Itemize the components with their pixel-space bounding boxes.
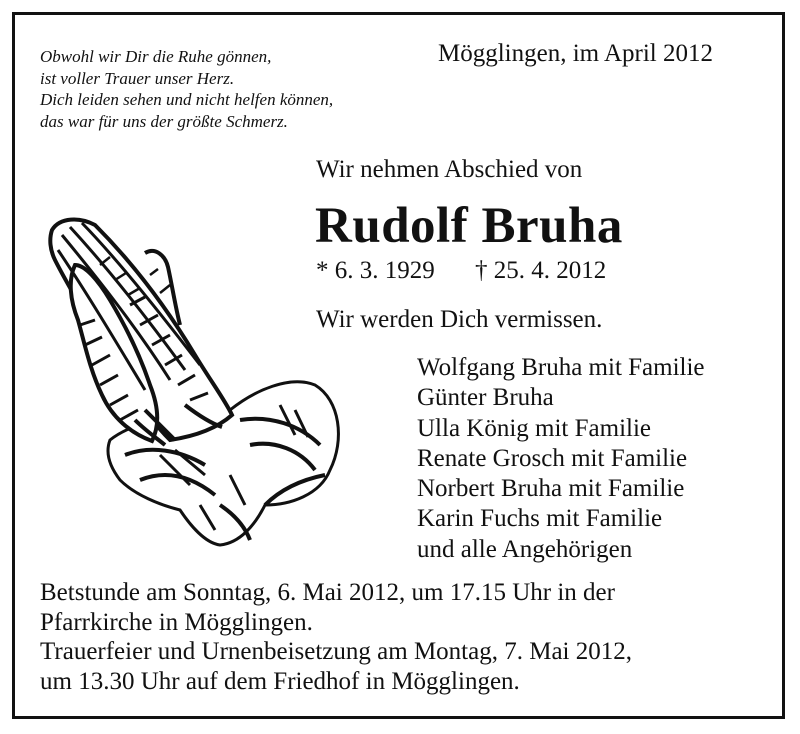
mourner: Wolfgang Bruha mit Familie [417,354,705,381]
mourner: Ulla König mit Familie [417,414,652,442]
service-line: um 13.30 Uhr auf dem Friedhof in Mögglingen. [40,667,520,695]
mourner: Karin Fuchs mit Familie [417,505,663,533]
service-line: Pfarrkirche in Mögglingen. [40,608,313,636]
service-info [40,578,632,696]
birth-date: * 6. 3. 1929 [316,257,435,284]
mourners-list [417,353,705,565]
miss-line: Wir werden Dich vermissen. [316,306,603,333]
service-line: Trauerfeier und Urnenbeisetzung am Montag, 7. Mai 2012, [40,638,632,665]
poem-line: ist voller Trauer unser Herz. [40,68,235,88]
praying-hands-icon [40,205,345,550]
deceased-name: Rudolf Bruha [315,198,623,254]
mourner: Günter Bruha [417,384,554,412]
life-dates [316,257,606,285]
poem-line: das war für uns der größte Schmerz. [40,111,288,131]
service-line: Betstunde am Sonntag, 6. Mai 2012, um 17.15 Uhr in der [40,579,615,606]
farewell-intro: Wir nehmen Abschied von [316,156,583,183]
poem-line: Dich leiden sehen und nicht helfen können, [40,90,334,109]
poem-line: Obwohl wir Dir die Ruhe gönnen, [40,47,272,66]
mourner: und alle Angehörigen [417,535,633,563]
mourner: Renate Grosch mit Familie [417,444,688,472]
mourner: Norbert Bruha mit Familie [417,475,685,503]
death-date: † 25. 4. 2012 [475,257,607,284]
place-date: Mögglingen, im April 2012 [438,40,713,67]
poem [40,46,333,132]
